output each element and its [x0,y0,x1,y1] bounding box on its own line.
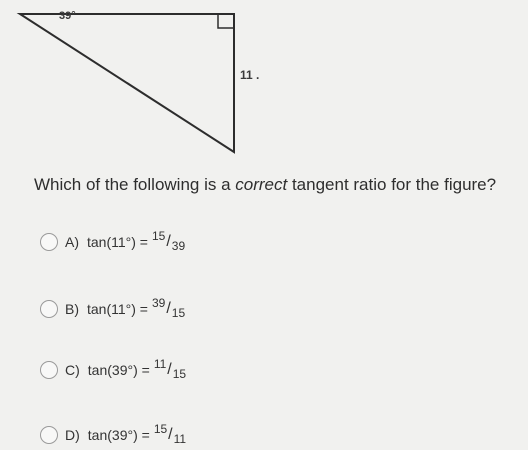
option-expression [87,357,187,381]
fraction-slash: / [167,361,172,378]
triangle-shape [20,14,234,152]
fraction-denominator: 11 [173,432,187,446]
expression-text: tan(39°) = [87,427,150,443]
option-b[interactable] [40,296,186,320]
option-d[interactable] [40,422,187,446]
question-prefix: Which of the following is a [34,175,236,194]
option-letter: C) [65,362,80,378]
option-letter: A) [65,234,79,250]
option-letter: D) [65,427,80,443]
expression-text: tan(11°) = [87,234,148,250]
fraction-numerator: 15 [151,229,166,243]
expression-text: tan(11°) = [87,301,148,317]
fraction-numerator: 11 [153,357,167,371]
fraction-denominator: 39 [171,239,186,253]
radio-button[interactable] [40,361,58,379]
option-expression [87,422,187,446]
option-a[interactable] [40,229,186,253]
fraction-numerator: 15 [153,422,168,436]
fraction [151,229,186,253]
right-triangle-diagram [0,0,528,160]
radio-button[interactable] [40,300,58,318]
option-expression [87,296,186,320]
fraction-numerator: 39 [151,296,166,310]
fraction-slash: / [166,300,171,317]
fraction [153,357,187,381]
expression-text: tan(39°) = [87,362,150,378]
fraction [153,422,187,446]
question-text [34,175,524,195]
fraction-denominator: 15 [172,367,187,381]
option-letter: B) [65,301,79,317]
question-suffix: tangent ratio for the figure? [287,175,497,194]
radio-button[interactable] [40,233,58,251]
radio-button[interactable] [40,426,58,444]
right-angle-marker [218,14,234,28]
fraction-denominator: 15 [171,306,186,320]
option-c[interactable] [40,357,187,381]
fraction-slash: / [168,426,173,443]
question-emphasis: correct [235,175,288,194]
fraction [151,296,186,320]
side-length-label: 11 . [240,68,260,82]
fraction-slash: / [166,233,171,250]
triangle-figure [0,0,528,160]
angle-label: 39° [59,10,76,22]
option-expression [87,229,186,253]
